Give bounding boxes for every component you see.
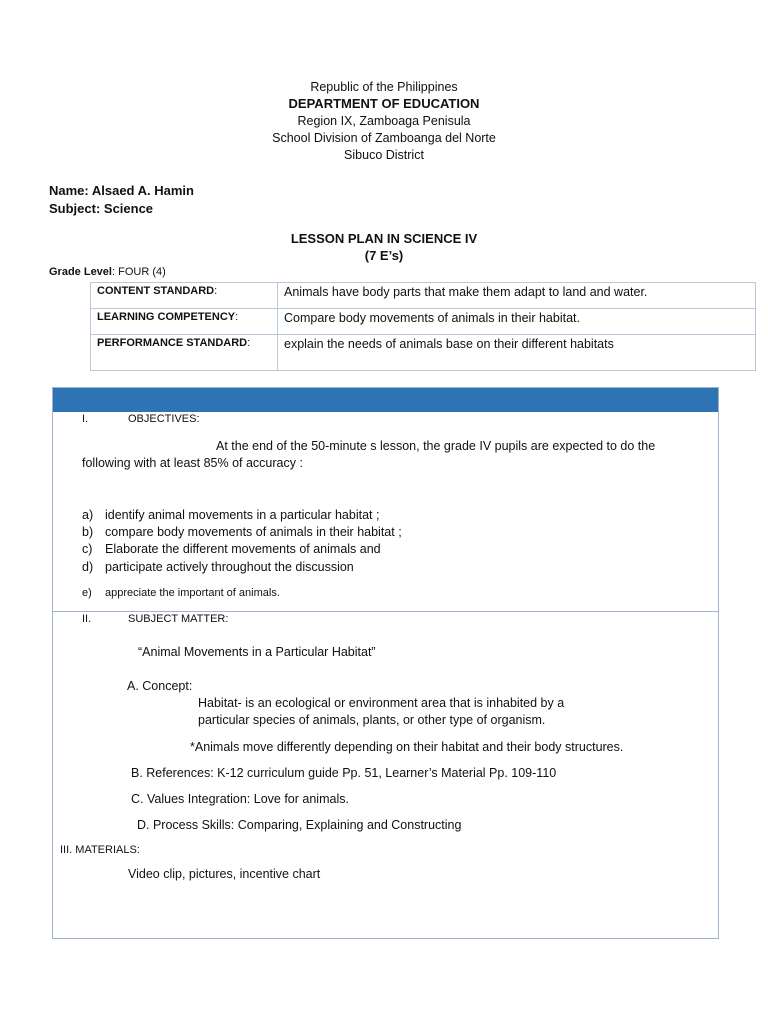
objectives-heading: OBJECTIVES:	[128, 413, 200, 425]
grade-level	[49, 262, 166, 280]
list-item: a)	[82, 508, 94, 522]
list-item: compare body movements of animals in their habitat ;	[105, 525, 402, 539]
lesson-title: LESSON PLAN IN SCIENCE IV	[290, 231, 478, 246]
subject-matter-numeral: II.	[82, 613, 92, 625]
list-item: identify animal movements in a particular habitat ;	[105, 508, 380, 522]
standard-value: Compare body movements of animals in their habitat.	[278, 309, 756, 335]
standard-value: explain the needs of animals base on their different habitats	[278, 335, 756, 371]
teacher-name: Name: Alsaed A. Hamin	[49, 183, 194, 198]
grade-level-label: Grade Level	[49, 266, 112, 278]
lesson-topic: “Animal Movements in a Particular Habitat”	[138, 645, 376, 659]
objectives-intro-line1: At the end of the 50-minute s lesson, the grade IV pupils are expected to do the	[216, 439, 656, 453]
header-region: Region IX, Zamboaga Penisula	[297, 114, 471, 128]
concept-line1: Habitat- is an ecological or environment area that is inhabited by a	[198, 696, 565, 710]
section-header-bar	[53, 388, 718, 412]
header-republic: Republic of the Philippines	[310, 80, 458, 94]
grade-level-value: : FOUR (4)	[111, 266, 166, 278]
section-divider	[53, 611, 718, 612]
concept-label: A. Concept:	[127, 679, 193, 693]
table-row	[91, 335, 756, 371]
list-item: e)	[82, 587, 92, 599]
process-skills: D. Process Skills: Comparing, Explaining and Constructing	[137, 818, 462, 832]
standards-table	[90, 282, 756, 371]
objectives-intro-line2: following with at least 85% of accuracy :	[82, 456, 303, 470]
table-row	[91, 283, 756, 309]
subject: Subject: Science	[49, 201, 154, 216]
values-integration: C. Values Integration: Love for animals.	[131, 792, 349, 806]
materials-text: Video clip, pictures, incentive chart	[128, 867, 321, 881]
list-item: appreciate the important of animals.	[105, 587, 280, 599]
concept-note: *Animals move differently depending on their habitat and their body structures.	[190, 740, 624, 754]
standard-label: PERFORMANCE STANDARD:	[91, 335, 278, 371]
list-item: c)	[82, 542, 93, 556]
concept-line2: particular species of animals, plants, or other type of organism.	[198, 713, 546, 727]
lesson-subtitle: (7 E’s)	[364, 248, 404, 263]
standard-label: LEARNING COMPETENCY:	[91, 309, 278, 335]
table-row	[91, 309, 756, 335]
list-item: Elaborate the different movements of animals and	[105, 542, 381, 556]
standard-value: Animals have body parts that make them adapt to land and water.	[278, 283, 756, 309]
list-item: b)	[82, 525, 94, 539]
references: B. References: K-12 curriculum guide Pp. 51, Learner’s Material Pp. 109-110	[131, 766, 557, 780]
header-division: School Division of Zamboanga del Norte	[272, 131, 496, 145]
header-department: DEPARTMENT OF EDUCATION	[288, 96, 480, 111]
materials-heading: III. MATERIALS:	[60, 844, 140, 856]
header-district: Sibuco District	[344, 148, 424, 162]
subject-matter-heading: SUBJECT MATTER:	[128, 613, 229, 625]
list-item: d)	[82, 560, 94, 574]
list-item: participate actively throughout the discussion	[105, 560, 354, 574]
objectives-numeral: I.	[82, 413, 89, 425]
standard-label: CONTENT STANDARD:	[91, 283, 278, 309]
